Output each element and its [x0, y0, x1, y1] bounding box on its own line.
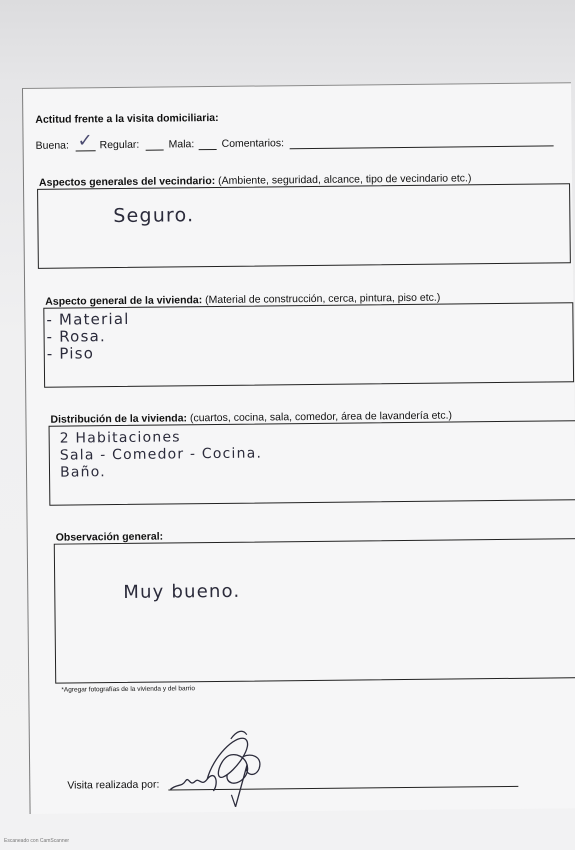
form-sheet	[22, 82, 575, 814]
housing-box[interactable]	[43, 302, 574, 388]
distribution-answer-1: 2 Habitaciones	[59, 429, 181, 447]
neighborhood-title: Aspectos generales del vecindario:	[38, 174, 216, 189]
housing-answer-1: - Material	[46, 309, 130, 329]
observation-title: Observación general:	[55, 530, 164, 544]
distribution-title: Distribución de la vivienda:	[50, 412, 188, 426]
neighborhood-box[interactable]	[37, 183, 571, 269]
distribution-answers	[60, 429, 263, 482]
distribution-subtitle: (cuartos, cocina, sala, comedor, área de lavandería etc.)	[189, 409, 453, 425]
neighborhood-subtitle: (Ambiente, seguridad, alcance, tipo de vecindario etc.)	[218, 172, 472, 187]
visit-attitude-title: Actitud frente a la visita domiciliaria:	[35, 111, 219, 126]
distribution-box[interactable]	[49, 420, 575, 506]
photo-note: *Agregar fotografías de la vivienda y del barrio	[61, 685, 196, 694]
visit-by-label: Visita realizada por:	[67, 778, 160, 792]
housing-title: Aspecto general de la vivienda:	[45, 294, 203, 308]
comments-line[interactable]	[290, 145, 554, 149]
housing-subtitle: (Material de construcción, cerca, pintura, piso etc.)	[205, 291, 441, 307]
signature	[165, 716, 276, 812]
housing-answer-3: - Piso	[46, 344, 95, 363]
scanner-watermark: Escaneado con CamScanner	[4, 838, 70, 844]
bad-label: Mala:	[168, 138, 195, 151]
regular-line[interactable]	[146, 150, 164, 151]
neighborhood-answer: Seguro.	[113, 204, 195, 228]
bad-line[interactable]	[199, 149, 217, 150]
housing-answers	[46, 311, 130, 363]
regular-label: Regular:	[99, 138, 140, 152]
observation-box[interactable]	[54, 538, 575, 684]
observation-answer: Muy bueno.	[123, 580, 241, 603]
distribution-answer-2: Sala - Comedor - Cocina.	[59, 445, 263, 464]
housing-answer-2: - Rosa.	[46, 327, 106, 346]
good-checkmark: ✓	[77, 130, 94, 152]
good-label: Buena:	[35, 139, 69, 152]
distribution-answer-3: Baño.	[59, 464, 106, 481]
comments-label: Comentarios:	[221, 137, 285, 150]
